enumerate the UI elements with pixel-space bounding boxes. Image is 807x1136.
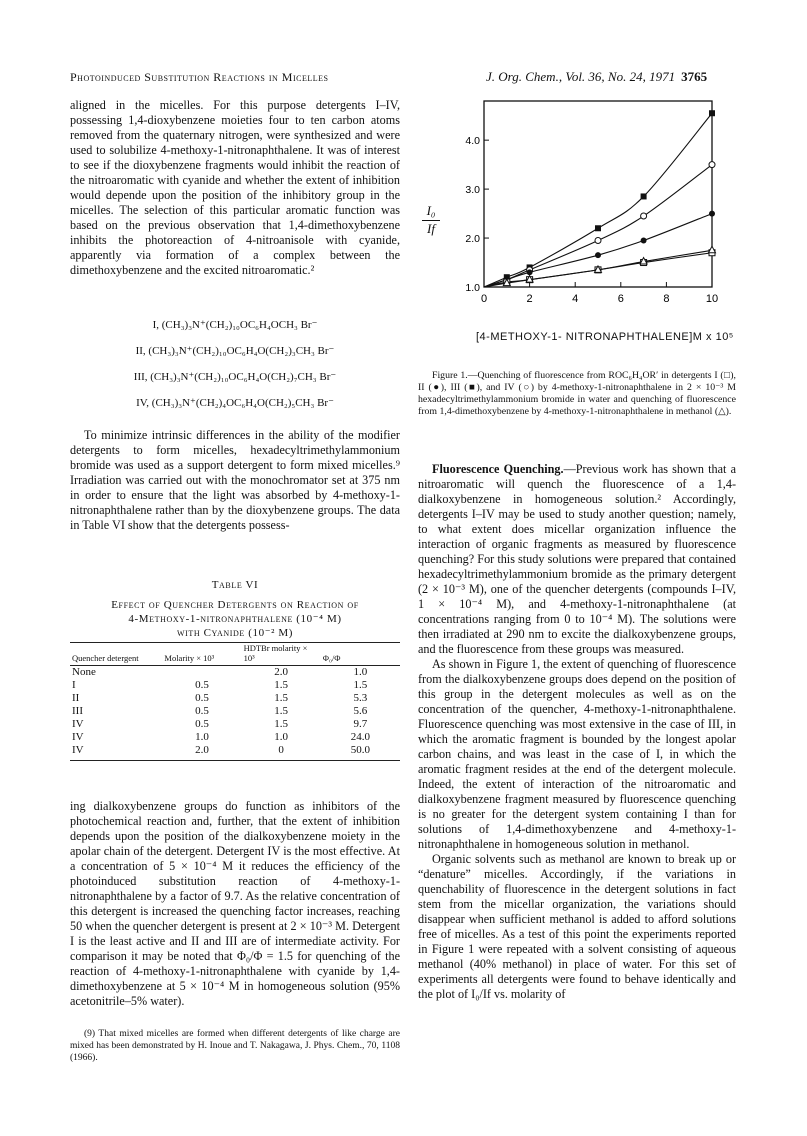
footnote-text: (9) That mixed micelles are formed when different detergents of like charge are mixed has been demonstrated by H. Inoue and T. Nakagawa, J. Phys. Chem., 70, 1108 (1966). — [70, 1029, 400, 1063]
table-title-line3: with Cyanide (10⁻² M) — [176, 627, 294, 639]
y-label-denominator: If — [427, 221, 435, 236]
data-point — [527, 269, 533, 275]
left-column-mid — [70, 428, 400, 533]
cell-molarity: 1.0 — [195, 731, 209, 743]
right-column-text — [418, 462, 736, 1002]
formula-I: I, (CH₃)₃N⁺(CH₂)₁₀OC₆H₄OCH₃ Br⁻ — [152, 319, 318, 331]
page-number: 3765 — [681, 69, 708, 84]
col-header-quencher: Quencher detergent — [70, 643, 162, 666]
cell-quencher: IV — [72, 718, 84, 730]
cell-hdtbr: 2.0 — [274, 666, 289, 678]
table-row — [70, 731, 400, 744]
table-label: Table VI — [211, 579, 259, 591]
data-point — [641, 193, 647, 199]
x-tick-label: 6 — [617, 293, 624, 305]
y-tick-label: 4.0 — [465, 135, 480, 148]
right-paragraph-3: Organic solvents such as methanol are known to break up or “denature” micelles. Accordingly, if the variations in quenchability of fluorescence in the detergent solutions in fact stem from the micellar organization, the variations should disappear when sufficient methanol is added to afford solutions free of micelles. As a test of this point the experiments reported in Figure 1 were repeated with a solvent consisting of aqueous methanol (40% methanol) in place of water. For this set of experiments all detergents were found to behave identically and the plot of I₀/If vs. molarity of — [418, 852, 736, 1001]
formula-II: II, (CH₃)₃N⁺(CH₂)₁₀OC₆H₄O(CH₂)₃CH₃ Br⁻ — [135, 345, 335, 357]
left-column-bottom — [70, 799, 400, 1009]
formula-IV: IV, (CH₃)₃N⁺(CH₂)₄OC₆H₄O(CH₂)₅CH₃ Br⁻ — [136, 397, 334, 409]
y-tick-label: 2.0 — [465, 233, 480, 246]
cell-hdtbr: 1.5 — [274, 692, 289, 704]
journal-citation — [486, 69, 707, 85]
cell-molarity: 0.5 — [195, 692, 209, 704]
right-paragraph-2: As shown in Figure 1, the extent of quenching of fluorescence from the dialkoxybenzene groups does depend on the position of this group in the detergent molecules as well as on the concentration of the quencher, 4-methoxy-1-nitronaphthalene. Fluorescence quenching was most extensive in the case of III, in which the aromatic fragment is bounded by the longest apolar carbon chains, and was least in the case of I, in which the aromatic fragment resides at the end of the detergent molecule. Indeed, the extent of interaction of the nitroaromatic and dialkoxybenzene fragment measured by fluorescence quenching is no greater for the detergent system containing I than for solutions of 1,4-dimethoxybenzene and 4-methoxy-1-nitronaphthalene in homogeneous solution in methanol. — [418, 657, 736, 851]
formula-III: III, (CH₃)₃N⁺(CH₂)₁₀OC₆H₄O(CH₂)₇CH₃ Br⁻ — [133, 371, 337, 383]
table-vi — [70, 578, 400, 761]
figure-caption — [418, 370, 736, 418]
data-point — [595, 252, 601, 258]
x-axis-label — [476, 331, 734, 343]
data-point — [641, 213, 647, 219]
left-paragraph-1: aligned in the micelles. For this purpose detergents I–IV, possessing 1,4-dioxybenzene moieties four to ten carbon atoms removed from the quaternary nitrogen, were synthesized and were used to solubilize 4-methoxy-1-nitronaphthalene. It was of interest to see if the dioxybenzene fragments would inhibit the reaction of the nitroaromatic with cyanide and whether the extent of inhibition would depende upon the position of the inhibitory group in the micelles. The selection of this particular aromatic function was based on the previous observation that 1,4-dimethoxybenzene inhibits the photoreaction of 4-nitroanisole with cyanide, apparently via formation of a complex between the dimethoxybenzene and the excited nitroaromatic.² — [70, 98, 400, 277]
cell-ratio: 1.0 — [353, 666, 368, 678]
x-label-unit: M x 10⁵ — [692, 331, 734, 343]
cell-quencher: IV — [72, 744, 84, 756]
table-row — [70, 692, 400, 705]
x-tick-label: 8 — [663, 293, 670, 305]
y-label-numerator: I₀ — [422, 203, 440, 221]
x-tick-label: 2 — [526, 293, 533, 305]
table-row — [70, 705, 400, 718]
cell-hdtbr: 1.5 — [274, 718, 289, 730]
y-tick-label: 3.0 — [465, 184, 480, 197]
data-point — [709, 162, 715, 168]
running-title: Photoinduced Substitution Reactions in Micelles — [70, 70, 329, 84]
y-tick-label: 1.0 — [465, 282, 480, 294]
plot-frame — [484, 101, 712, 287]
table-row — [70, 744, 400, 757]
cell-quencher: III — [72, 705, 83, 717]
table-vi-grid — [70, 643, 400, 757]
cell-hdtbr: 1.5 — [274, 679, 289, 691]
series-line — [484, 214, 712, 287]
footnote-9 — [70, 1028, 400, 1064]
cell-ratio: 24.0 — [350, 731, 370, 743]
table-title-line2: 4-Methoxy-1-nitronaphthalene (10⁻⁴ M) — [128, 613, 342, 625]
cell-hdtbr: 0 — [278, 744, 284, 756]
fluorescence-quenching-plot — [418, 95, 736, 363]
x-tick-label: 0 — [480, 293, 488, 305]
table-header-row — [70, 643, 400, 666]
x-tick-label: 10 — [705, 293, 719, 305]
x-tick-label: 4 — [572, 293, 579, 305]
cell-molarity: 2.0 — [195, 744, 209, 756]
cell-ratio: 5.6 — [353, 705, 368, 717]
col-header-ratio: Φ₀/Φ — [321, 643, 400, 666]
table-row — [70, 679, 400, 692]
right-paragraph-1-body: —Previous work has shown that a nitroaromatic will quench the fluorescence of a 1,4-dialkoxybenzene in homogeneous solution.² Accordingly, detergents I–IV may be used to study another question; namely, to what extent does micellar organization influence the interaction of organic fragments as measured by fluorescence quenching? For this study solutions were prepared that contained hexadecyltrimethylammonium bromide as the primary detergent (2 × 10⁻³ M), one of the quencher detergents (compounds I–IV, 1 × 10⁻⁴ M), and 4-methoxy-1-nitronaphthalene (at concentrations ranging from 0 to 10⁻⁴ M). The solutions were then irradiated at 290 nm to excite the dialkoxybenzene groups, and the fluorescence from these groups was measured. — [418, 462, 736, 656]
cell-hdtbr: 1.5 — [274, 705, 289, 717]
cell-ratio: 50.0 — [350, 744, 370, 756]
detergent-formulas — [70, 318, 400, 411]
cell-hdtbr: 1.0 — [274, 731, 289, 743]
right-paragraph-1 — [418, 462, 736, 657]
left-column-top — [70, 98, 400, 278]
col-header-hdtbr: HDTBr molarity × 10³ — [242, 643, 321, 666]
cell-molarity: 0.5 — [195, 679, 209, 691]
cell-ratio: 5.3 — [353, 692, 368, 704]
figure-1 — [418, 95, 736, 363]
table-title-line1: Effect of Quencher Detergents on Reaction of — [111, 599, 359, 611]
left-paragraph-2: To minimize intrinsic differences in the ability of the modifier detergents to form micelles, hexadecyltrimethylammonium bromide was used as a support detergent to form mixed micelles.⁹ Irradiation was carried out with the monochromator set at 375 nm in order to ensure that the light was absorbed by 4-methoxy-1-nitronaphthalene rather than by the dioxybenzene groups. The data in Table VI show that the detergents possess- — [70, 428, 400, 532]
data-point — [595, 238, 601, 244]
data-point — [641, 238, 647, 244]
figure-caption-text: Figure 1.—Quenching of fluorescence from ROC₆H₄OR′ in detergents I (□), II (●), III (■), and IV (○) by 4-methoxy-1-nitronaphthalene in 2 × 10⁻³ M hexadecyltrimethylammonium bromide in water and quenching of fluorescence from 1,4-dimethoxybenzene by 4-methoxy-1-nitronaphthalene in methanol (△). — [418, 370, 736, 417]
journal-name: J. Org. Chem., Vol. 36, No. 24, 1971 — [486, 69, 676, 84]
col-header-molarity: Molarity × 10³ — [162, 643, 241, 666]
cell-molarity — [162, 666, 241, 680]
cell-ratio: 1.5 — [353, 679, 368, 691]
cell-quencher: IV — [72, 731, 84, 743]
series-line — [484, 113, 712, 287]
data-point — [709, 211, 715, 217]
cell-quencher: None — [72, 666, 96, 678]
data-point — [709, 110, 715, 116]
cell-molarity: 0.5 — [195, 705, 209, 717]
table-row — [70, 718, 400, 731]
section-heading: Fluorescence Quenching. — [432, 462, 564, 476]
data-point — [595, 225, 601, 231]
left-paragraph-3: ing dialkoxybenzene groups do function as inhibitors of the photochemical reaction and, further, that the extent of inhibition depends upon the position of the dialkoxybenzene moiety in the apolar chain of the detergent. Detergent IV is the most effective. At a concentration of 5 × 10⁻⁴ M it reduces the efficiency of the photoinduced substitution reaction of 4-methoxy-1-nitronaphthalene by a factor of 9.7. As the relative concentration of this detergent is increased the quenching factor increases, reaching 50 when the quencher detergent is present at 2 × 10⁻³ M. Detergent I is the least active and II and III are of intermediate activity. For comparison it may be noted that Φ₀/Φ = 1.5 for quenching of the reaction of 4-methoxy-1-nitronaphthalene with cyanide by 1,4-dimethoxybenzene at 5 × 10⁻⁴ M in homogeneous solution (95% acetonitrile–5% water). — [70, 799, 400, 1008]
cell-quencher: I — [72, 679, 76, 691]
y-axis-label — [422, 203, 440, 237]
table-bottom-rule — [70, 760, 400, 761]
table-row — [70, 666, 400, 680]
cell-ratio: 9.7 — [353, 718, 368, 730]
cell-quencher: II — [72, 692, 80, 704]
x-label-main: [4-METHOXY-1- NITRONAPHTHALENE] — [476, 331, 693, 343]
cell-molarity: 0.5 — [195, 718, 209, 730]
